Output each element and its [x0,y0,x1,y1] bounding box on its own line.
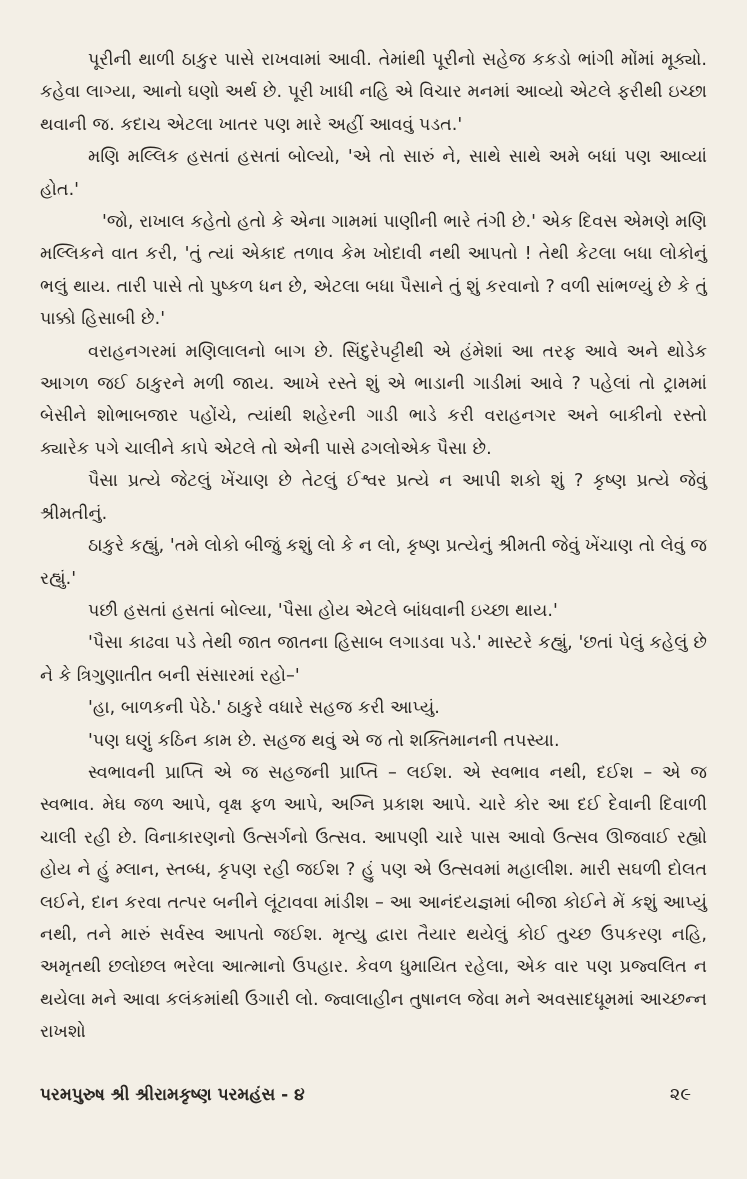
paragraph-4: વરાહનગરમાં મણિલાલનો બાગ છે. સિંદુરેપટ્ટીથી એ હંમેશાં આ તરફ આવે અને થોડેક આગળ જઈ ઠાકુરને મળી જાય. આખે રસ્તે શું એ ભાડાની ગાડીમાં આવે ? પહેલાં તો ટ્રામમાં બેસીને શોભાબજાર પહોંચે, ત્યાંથી શહેરની ગાડી ભાડે કરી વરાહનગર અને બાકીનો રસ્તો ક્યારેક પગે ચાલીને કાપે એટલે તો એની પાસે ઢગલોએક પૈસા છે. [40,341,707,459]
paragraph-5: પૈસા પ્રત્યે જેટલું ખેંચાણ છે તેટલું ઈશ્વર પ્રત્યે ન આપી શકો શું ? કૃષ્ણ પ્રત્યે જેવું શ્રીમતીનું. [40,471,707,524]
paragraph-3: 'જો, રાખાલ કહેતો હતો કે એના ગામમાં પાણીની ભારે તંગી છે.' એક દિવસ એમણે મણિ મલ્લિકને વાત કરી, 'તું ત્યાં એકાદ તળાવ કેમ ખોદાવી નથી આપતો ! તેથી કેટલા બધા લોકોનું ભલું થાય. તારી પાસે તો પુષ્કળ ધન છે, એટલા બધા પૈસાને તું શું કરવાનો ? વળી સાંભળ્યું છે કે તું પાક્કો હિસાબી છે.' [40,212,707,330]
paragraph-9: 'હા, બાળકની પેઠે.' ઠાકુરે વધારે સહજ કરી આપ્યું. [88,698,440,719]
paragraph-1: પૂરીની થાળી ઠાકુર પાસે રાખવામાં આવી. તેમાંથી પૂરીનો સહેજ કકડો ભાંગી મોંમાં મૂક્યો. કહેવા લાગ્યા, આનો ઘણો અર્થ છે. પૂરી ખાધી નહિ એ વિચાર મનમાં આવ્યો એટલે ફરીથી ઇચ્છા થવાની જ. કદાચ એટલા ખાતર પણ મારે અહીં આવવું પડત.' [40,50,707,135]
page-body [40,44,707,1049]
paragraph-11: સ્વભાવની પ્રાપ્તિ એ જ સહજની પ્રાપ્તિ – લઈશ. એ સ્વભાવ નથી, દઈશ – એ જ સ્વભાવ. મેઘ જળ આપે, વૃક્ષ ફળ આપે, અગ્નિ પ્રકાશ આપે. ચારે કોર આ દઈ દેવાની દિવાળી ચાલી રહી છે. વિનાકારણનો ઉત્સર્ગનો ઉત્સવ. આપણી ચારે પાસ આવો ઉત્સવ ઊજવાઈ રહ્યો હોય ને હું મ્લાન, સ્તબ્ધ, કૃપણ રહી જઈશ ? હું પણ એ ઉત્સવમાં મહાલીશ. મારી સઘળી દોલત લઈને, દાન કરવા તત્પર બનીને લૂંટાવવા માંડીશ – આ આનંદયજ્ઞમાં બીજા કોઈને મેં કશું આપ્યું નથી, તને મારું સર્વસ્વ આપતો જઈશ. મૃત્યુ દ્વારા તૈયાર થયેલું કોઈ તુચ્છ ઉપકરણ નહિ, અમૃતથી છલોછલ ભરેલા આત્માનો ઉપહાર. કેવળ ધુમાયિત રહેલા, એક વાર પણ પ્રજ્વલિત ન થયેલા મને આવા કલંકમાંથી ઉગારી લો. જ્વાલાહીન તુષાનલ જેવા મને અવસાદધૂમમાં આચ્છન્ન રાખશો [40,762,707,1043]
paragraph-2: મણિ મલ્લિક હસતાં હસતાં બોલ્યો, 'એ તો સારું ને, સાથે સાથે અમે બધાં પણ આવ્યાં હોત.' [40,147,707,200]
paragraph-10: 'પણ ઘણું કઠિન કામ છે. સહજ થવું એ જ તો શક્તિમાનની તપસ્યા. [88,730,560,751]
page-number: ૨૯ [669,1084,691,1105]
paragraph-7: પછી હસતાં હસતાં બોલ્યા, 'પૈસા હોય એટલે બાંધવાની ઇચ્છા થાય.' [88,600,558,621]
paragraph-8: 'પૈસા કાઢવા પડે તેથી જાત જાતના હિસાબ લગાડવા પડે.' માસ્ટરે કહ્યું, 'છતાં પેલું કહેલું છે ને કે ત્રિગુણાતીત બની સંસારમાં રહો–' [40,633,707,686]
paragraph-6: ઠાકુરે કહ્યું, 'તમે લોકો બીજું કશું લો કે ન લો, કૃષ્ણ પ્રત્યેનું શ્રીમતી જેવું ખેંચાણ તો લેવું જ રહ્યું.' [40,536,707,589]
page-footer [40,1084,691,1105]
book-title: પરમપુરુષ શ્રી શ્રીરામકૃષ્ણ પરમહંસ - ૪ [40,1085,305,1105]
